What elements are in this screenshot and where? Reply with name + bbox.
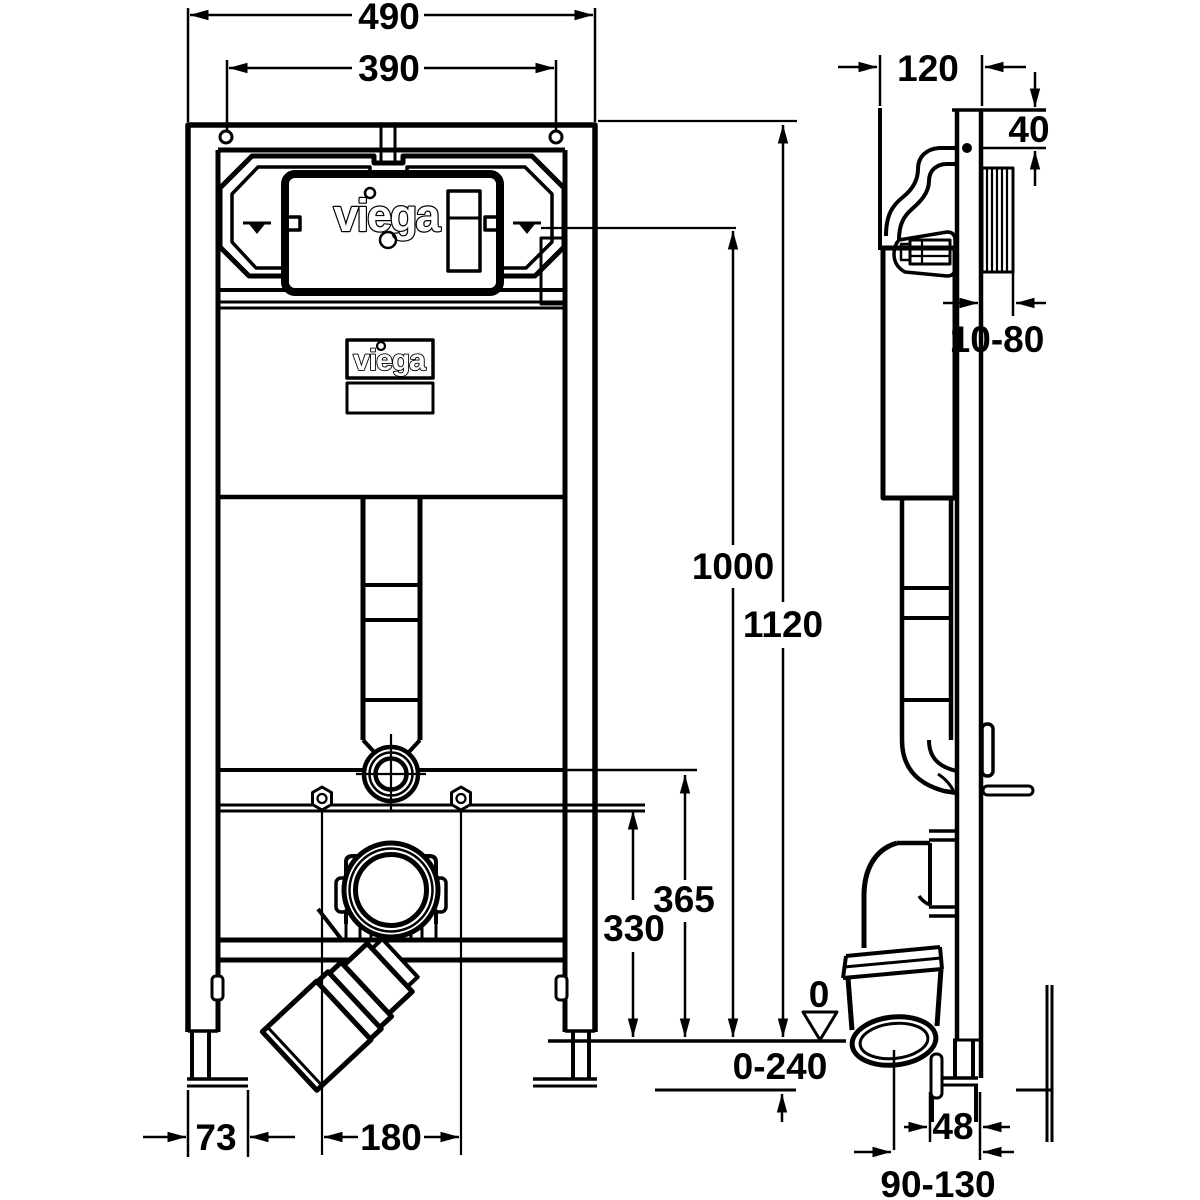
svg-text:490: 490 [358, 0, 420, 37]
svg-text:73: 73 [195, 1117, 237, 1158]
dim-flush-bend-height [653, 775, 715, 1037]
dim-foot-anchor-width [904, 1092, 1010, 1160]
dim-floor-range: 0-240 [732, 1046, 828, 1087]
cistern-side [883, 248, 955, 498]
empty-label-box [347, 383, 433, 413]
fixing-hole-left [220, 131, 232, 143]
svg-text:120: 120 [897, 48, 959, 89]
front-view [143, 0, 846, 1158]
svg-text:1120: 1120 [742, 604, 824, 645]
cistern [218, 156, 566, 308]
dim-fixing-spacing [227, 48, 556, 130]
foot-lock-clip [556, 976, 567, 1000]
svg-text:1000: 1000 [691, 546, 775, 587]
support-bracket [983, 786, 1033, 795]
dim-wc-fixing-height [603, 811, 665, 1037]
drain-socket [318, 843, 446, 940]
panel-logo-text: viega [353, 344, 425, 377]
dim-outlet-center-range [854, 1152, 1014, 1200]
water-level-icon [513, 223, 541, 234]
svg-text:365: 365 [653, 879, 715, 920]
wall-section-lines [1016, 985, 1053, 1142]
cistern-logo-text: viega [333, 190, 439, 241]
flush-pipe-side [902, 498, 957, 793]
foot-lock-clip [931, 1054, 942, 1098]
water-level-icon [243, 223, 271, 234]
foot-lock-clip [212, 976, 223, 1000]
side-view [838, 48, 1053, 1200]
drain-elbow-side [843, 831, 958, 1150]
dim-frame-depth [838, 48, 1026, 106]
svg-text:90-130: 90-130 [880, 1164, 996, 1200]
dim-foot-plate-width [143, 1090, 295, 1158]
viega-logo [333, 188, 441, 248]
svg-text:40: 40 [1008, 109, 1050, 150]
outlet-pipe [262, 929, 427, 1090]
rail-clip [982, 724, 993, 776]
dim-floor-datum: 0 [808, 974, 830, 1015]
floor-datum-icon [803, 1012, 837, 1040]
wall-finish-hatch [982, 168, 1013, 272]
svg-text:330: 330 [603, 908, 665, 949]
fixing-hole-right [550, 131, 562, 143]
svg-text:10-80: 10-80 [949, 319, 1045, 360]
svg-text:390: 390 [358, 48, 420, 89]
panel-labels [347, 340, 433, 413]
top-bracket [886, 148, 957, 276]
flush-pipe [363, 497, 420, 754]
fixing-point-dot [962, 143, 972, 153]
svg-text:180: 180 [360, 1117, 422, 1158]
svg-text:48: 48 [932, 1106, 974, 1147]
